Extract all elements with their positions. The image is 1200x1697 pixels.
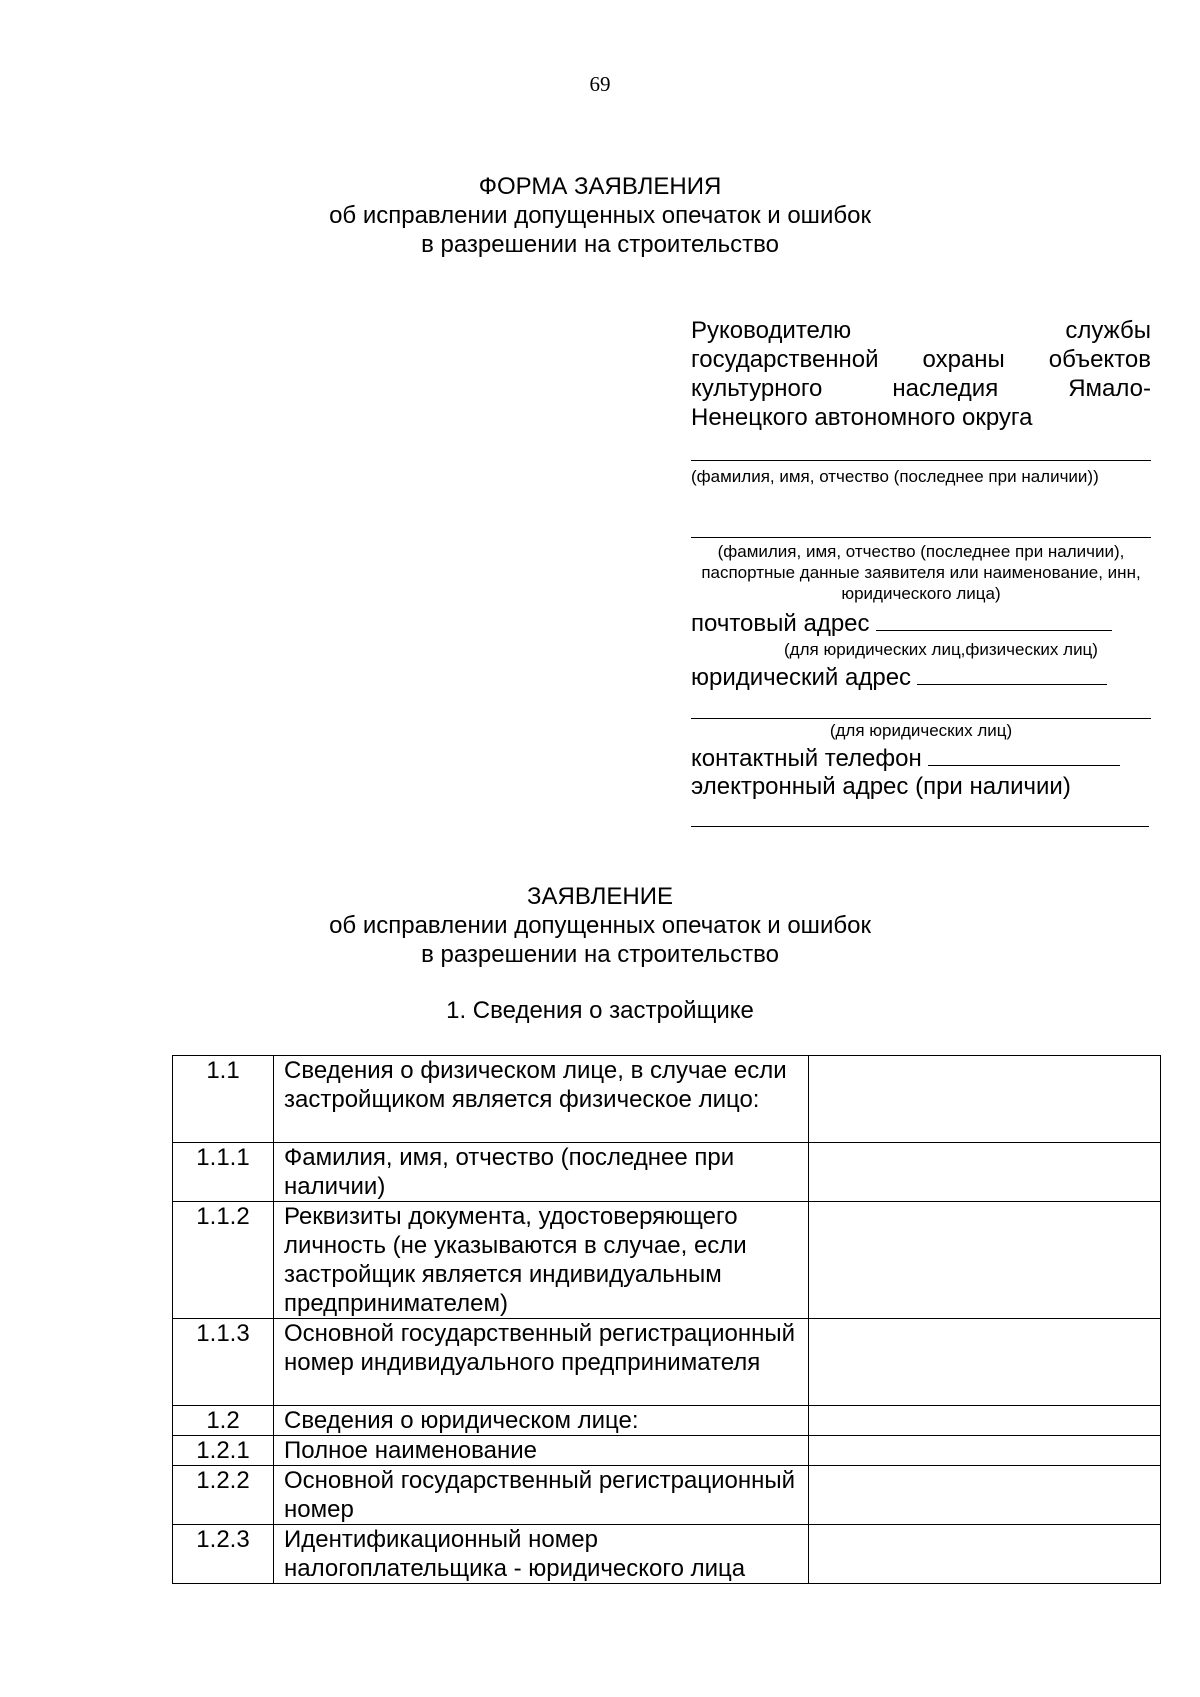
form-title-line: ФОРМА ЗАЯВЛЕНИЯ (478, 173, 722, 200)
row-label: Сведения о физическом лице, в случае если застройщиком является физическое лицо: (274, 1056, 809, 1143)
row-value-cell[interactable] (809, 1056, 1161, 1143)
phone-blank[interactable] (928, 743, 1120, 766)
addressee-line: государственной охраны объектов (691, 346, 1151, 373)
developer-info-table (172, 1055, 1161, 1584)
postal-address-blank[interactable] (876, 608, 1112, 631)
row-value-cell[interactable] (809, 1319, 1161, 1406)
form-title (0, 172, 1200, 259)
email-label: электронный адрес (при наличии) (691, 773, 1071, 800)
postal-address-field (691, 608, 1112, 638)
row-number: 1.2.2 (173, 1466, 274, 1525)
email-field (691, 772, 1071, 801)
form-title-line: об исправлении допущенных опечаток и ошибок (329, 202, 871, 229)
postal-address-caption: (для юридических лиц,физических лиц) (784, 640, 1098, 659)
row-number: 1.1 (173, 1056, 274, 1143)
table-row (173, 1436, 1161, 1466)
table-row (173, 1319, 1161, 1406)
addressee-line: Руководителю службы (691, 317, 1151, 344)
row-label: Идентификационный номер налогоплательщика - юридического лица (274, 1525, 809, 1584)
legal-address-field (691, 662, 1107, 692)
row-label: Основной государственный регистрационный номер индивидуального предпринимателя (274, 1319, 809, 1406)
addressee-block (691, 316, 1151, 432)
row-value-cell[interactable] (809, 1202, 1161, 1319)
row-value-cell[interactable] (809, 1436, 1161, 1466)
phone-label: контактный телефон (691, 745, 922, 772)
official-name-line[interactable] (691, 460, 1151, 461)
row-label: Полное наименование (274, 1436, 809, 1466)
postal-address-label: почтовый адрес (691, 610, 870, 637)
phone-field (691, 743, 1120, 773)
section-heading: 1. Сведения о застройщике (446, 997, 754, 1024)
email-line[interactable] (691, 826, 1149, 827)
application-title-line: ЗАЯВЛЕНИЕ (527, 883, 673, 910)
application-title-line: в разрешении на строительство (421, 941, 779, 968)
table-row (173, 1406, 1161, 1436)
page-number: 69 (589, 72, 611, 96)
application-title (0, 882, 1200, 969)
table-row (173, 1525, 1161, 1584)
row-label: Сведения о юридическом лице: (274, 1406, 809, 1436)
legal-address-blank[interactable] (917, 662, 1107, 685)
applicant-caption: (фамилия, имя, отчество (последнее при наличии), паспортные данные заявителя или наименование, инн, юридического лица) (701, 542, 1141, 603)
addressee-line: культурного наследия Ямало- (691, 375, 1151, 402)
row-value-cell[interactable] (809, 1406, 1161, 1436)
applicant-line[interactable] (691, 537, 1151, 538)
row-label: Основной государственный регистрационный номер (274, 1466, 809, 1525)
official-name-caption: (фамилия, имя, отчество (последнее при наличии)) (691, 467, 1099, 486)
row-number: 1.1.3 (173, 1319, 274, 1406)
legal-address-label: юридический адрес (691, 664, 912, 691)
row-value-cell[interactable] (809, 1143, 1161, 1202)
legal-address-caption: (для юридических лиц) (829, 721, 1013, 740)
form-title-line: в разрешении на строительство (421, 231, 779, 258)
row-number: 1.2.3 (173, 1525, 274, 1584)
row-number: 1.1.1 (173, 1143, 274, 1202)
legal-address-line[interactable] (691, 718, 1151, 719)
table-row (173, 1466, 1161, 1525)
application-title-line: об исправлении допущенных опечаток и ошибок (329, 912, 871, 939)
row-value-cell[interactable] (809, 1525, 1161, 1584)
table-row (173, 1056, 1161, 1143)
row-number: 1.2 (173, 1406, 274, 1436)
table-row (173, 1143, 1161, 1202)
row-number: 1.1.2 (173, 1202, 274, 1319)
row-label: Фамилия, имя, отчество (последнее при наличии) (274, 1143, 809, 1202)
table-row (173, 1202, 1161, 1319)
row-value-cell[interactable] (809, 1466, 1161, 1525)
addressee-line: Ненецкого автономного округа (691, 404, 1033, 431)
row-number: 1.2.1 (173, 1436, 274, 1466)
row-label: Реквизиты документа, удостоверяющего личность (не указываются в случае, если застройщик является индивидуальным предпринимателем) (274, 1202, 809, 1319)
